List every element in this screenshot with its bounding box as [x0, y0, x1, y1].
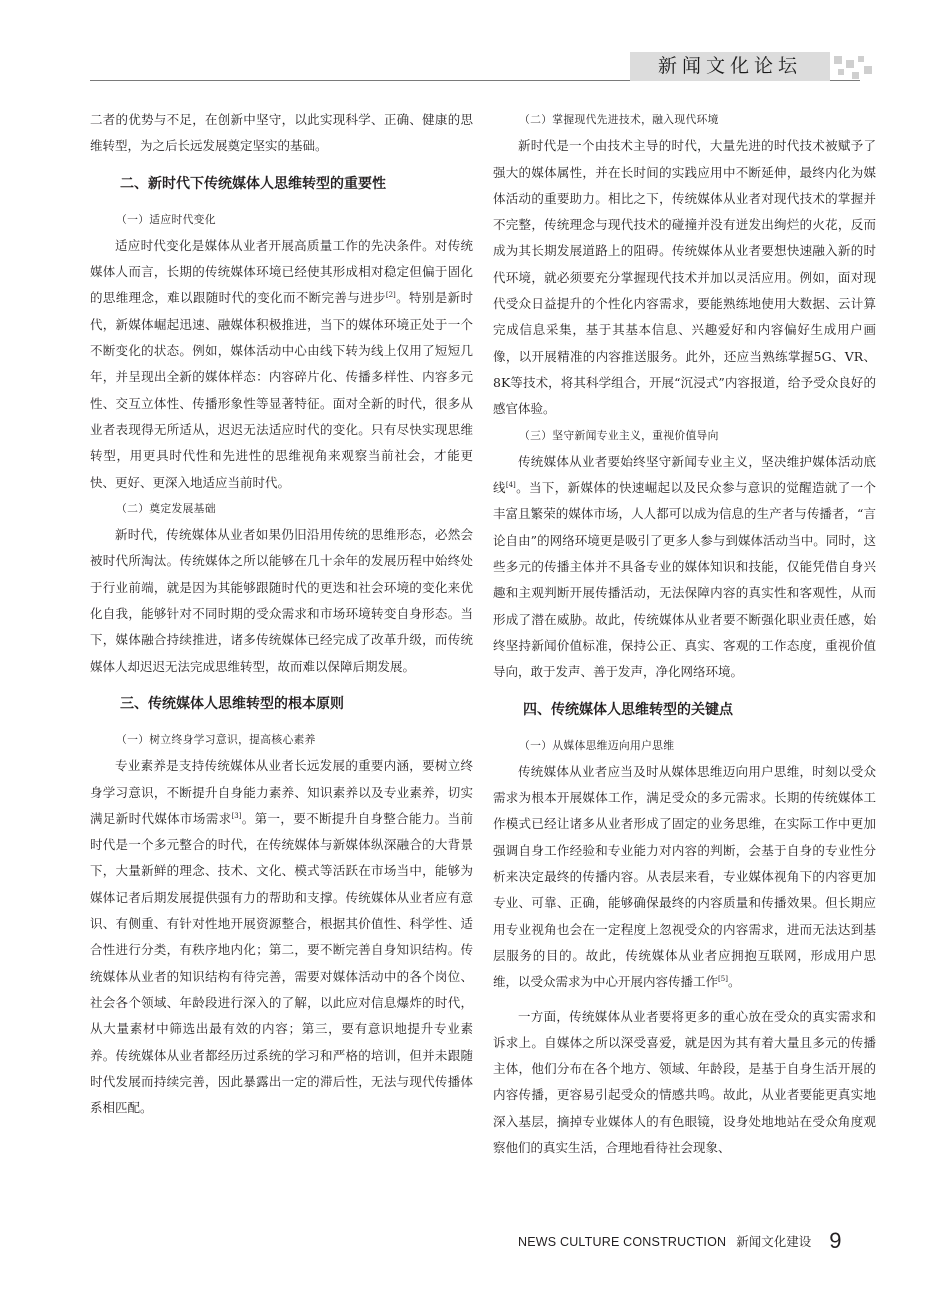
- left-column: [90, 107, 473, 1121]
- header-decoration: [852, 72, 859, 79]
- section-heading: 二、新时代下传统媒体人思维转型的重要性: [120, 175, 386, 192]
- paragraph: 一方面，传统媒体从业者要将更多的重心放在受众的真实需求和诉求上。自媒体之所以深受喜爱，就是因为其有着大量且多元的传播主体，他们分布在各个地方、领域、年龄段，是基于自身生活开展的内容传播，更容易引起受众的情感共鸣。故此，从业者要能更真实地深入基层，摘掉专业媒体人的有色眼镜，设身处地地站在受众角度观察他们的真实生活，合理地看待社会现象、: [493, 1008, 876, 1155]
- subsection-heading: （一）从媒体思维迈向用户思维: [519, 738, 675, 752]
- header-decoration: [838, 69, 844, 75]
- paragraph: 传统媒体从业者要始终坚守新闻专业主义，坚决维护媒体活动底线[4]。当下，新媒体的快速崛起以及民众参与意识的觉醒造就了一个丰富且繁荣的媒体市场，人人都可以成为信息的生产者与传播者，“言论自由”的网络环境更是吸引了更多人参与到媒体活动当中。同时，这些多元的传播主体并不具备专业的媒体知识和技能，仅能凭借自身兴趣和主观判断开展传播活动，无法保障内容的真实性和客观性，从而形成了潜在威胁。故此，传统媒体从业者要不断强化职业责任感，始终坚持新闻价值标准，保持公正、真实、客观的工作态度，重视价值导向，敢于发声、善于发声，净化网络环境。: [493, 453, 876, 680]
- paragraph: 专业素养是支持传统媒体从业者长远发展的重要内涵，要树立终身学习意识，不断提升自身能力素养、知识素养以及专业素养，切实满足新时代媒体市场需求[3]。第一，要不断提升自身整合能力。当前时代是一个多元整合的时代，在传统媒体与新媒体纵深融合的大背景下，大量新鲜的理念、技术、文化、模式等活跃在市场当中，能够为媒体记者后期发展提供强有力的帮助和支撑。传统媒体从业者应有意识、有侧重、有针对性地开展资源整合，根据其价值性、科学性、适合性进行分类，有秩序地内化；第二，要不断完善自身知识结构。传统媒体从业者的知识结构有待完善，需要对媒体活动中的各个岗位、社会各个领域、年龄段进行深入的了解，以此应对信息爆炸的时代，从大量素材中筛选出最有效的内容；第三，要有意识地提升专业素养。传统媒体从业者都经历过系统的学习和严格的培训，但并未跟随时代发展而持续完善，因此暴露出一定的滞后性，无法与现代传播体系相匹配。: [90, 758, 473, 1116]
- citation: [3]: [231, 811, 242, 820]
- subsection-heading: （二）掌握现代先进技术，融入现代环境: [519, 113, 719, 126]
- paragraph: 新时代，传统媒体从业者如果仍旧沿用传统的思维形态，必然会被时代所淘汰。传统媒体之所以能够在几十余年的发展历程中始终处于行业前端，就是因为其能够跟随时代的更迭和社会环境的变化来优化自我，能够针对不同时期的受众需求和市场环境转变自身形态。当下，媒体融合持续推进，诸多传统媒体已经完成了改革升级，而传统媒体人却迟迟无法完成思维转型，故而难以保障后期发展。: [90, 527, 473, 674]
- subsection-heading: （二）奠定发展基础: [116, 501, 216, 515]
- journal-name-cn: 新闻文化建设: [736, 1234, 812, 1249]
- paragraph: 新时代是一个由技术主导的时代，大量先进的时代技术被赋予了强大的媒体属性，并在长时间的实践应用中不断延伸，最终内化为媒体活动的重要助力。相比之下，传统媒体从业者对现代技术的掌握并不完整，传统理念与现代技术的碰撞并没有迸发出绚烂的火花，反而成为其长期发展道路上的阻碍。传统媒体从业者要想快速融入新的时代环境，就必须要充分掌握现代技术并加以灵活应用。例如，面对现代受众日益提升的个性化内容需求，要能熟练地使用大数据、云计算完成信息采集，基于其基本信息、兴趣爱好和内容偏好生成用户画像，以开展精准的内容推送服务。此外，还应当熟练掌握5G、VR、8K等技术，将其科学组合，开展“沉浸式”内容报道，给予受众良好的感官体验。: [493, 138, 876, 417]
- header-decoration: [846, 60, 854, 68]
- subsection-heading: （一）适应时代变化: [116, 212, 216, 226]
- citation: [4]: [505, 481, 516, 489]
- paragraph: 传统媒体从业者应当及时从媒体思维迈向用户思维，时刻以受众需求为根本开展媒体工作，满足受众的多元需求。长期的传统媒体工作模式已经让诸多从业者形成了固定的业务思维，在实际工作中更加强调自身工作经验和专业能力对内容的判断，会基于自身的专业性分析来决定最终的传播内容。从表层来看，专业媒体视角下的内容更加专业、可靠、正确，能够确保最终的内容质量和传播效果。但长期应用专业视角也会在一定程度上忽视受众的内容需求，进而无法达到基层服务的目的。故此，传统媒体从业者应拥抱互联网，形成用户思维，以受众需求为中心开展内容传播工作[5]。: [493, 763, 876, 990]
- subsection-heading: （一）树立终身学习意识，提高核心素养: [116, 732, 316, 746]
- page-footer: [518, 1228, 842, 1254]
- header-decoration: [864, 66, 872, 74]
- header-decoration: [858, 56, 864, 62]
- citation: [2]: [385, 291, 396, 300]
- right-column: [493, 107, 876, 1161]
- header-decoration: [834, 56, 842, 64]
- running-header: 新闻文化论坛: [630, 52, 830, 81]
- paragraph: 适应时代变化是媒体从业者开展高质量工作的先决条件。对传统媒体人而言，长期的传统媒体环境已经使其形成相对稳定但偏于固化的思维理念，难以跟随时代的变化而不断完善与进步[2]。特别是新时代，新媒体崛起迅速、融媒体积极推进，当下的媒体环境正处于一个不断变化的状态。例如，媒体活动中心由线下转为线上仅用了短短几年，并呈现出全新的媒体样态：内容碎片化、传播多样性、内容多元性、交互立体性、传播形象性等显著特征。面对全新的时代，很多从业者表现得无所适从，迟迟无法适应时代的变化。只有尽快实现思维转型，用更具时代性和先进性的思维视角来观察当前社会，才能更快、更好、更深入地适应当前时代。: [90, 237, 473, 490]
- subsection-heading: （三）坚守新闻专业主义，重视价值导向: [519, 428, 719, 442]
- page-number: 9: [829, 1228, 842, 1253]
- paragraph: 二者的优势与不足，在创新中坚守，以此实现科学、正确、健康的思维转型，为之后长远发展奠定坚实的基础。: [90, 112, 473, 154]
- citation: [5]: [718, 975, 728, 984]
- section-heading: 四、传统媒体人思维转型的关键点: [523, 701, 733, 718]
- section-heading: 三、传统媒体人思维转型的根本原则: [120, 695, 344, 712]
- journal-name-en: NEWS CULTURE CONSTRUCTION: [518, 1235, 727, 1249]
